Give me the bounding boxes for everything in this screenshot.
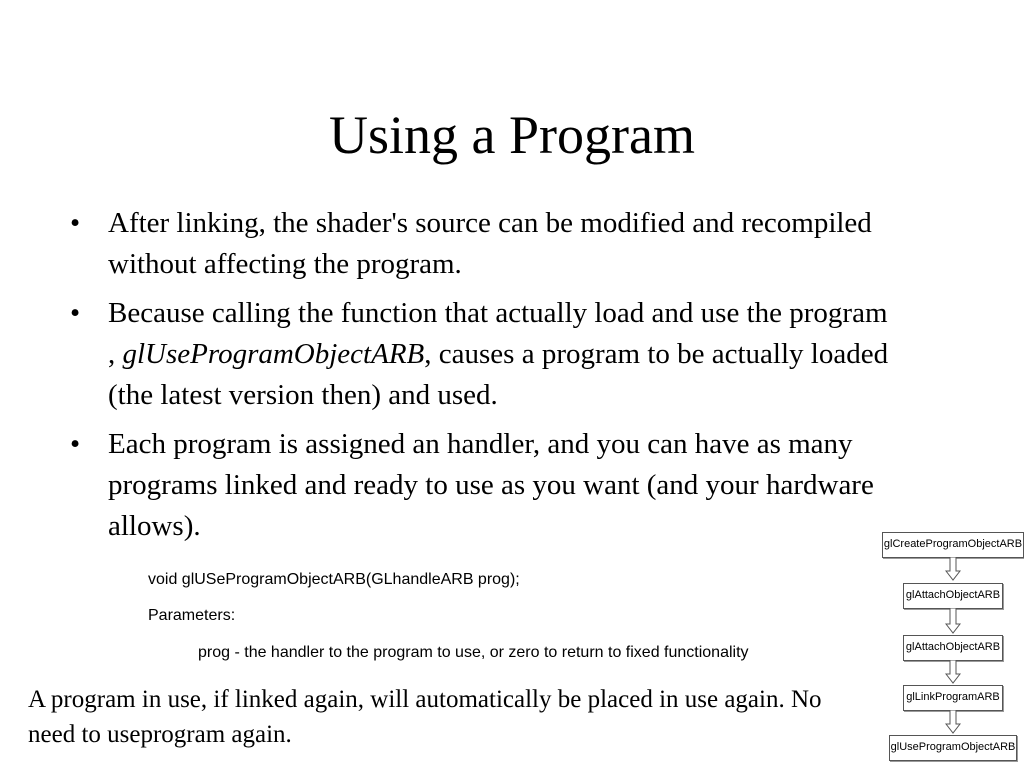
down-arrow-icon (945, 660, 961, 684)
bullet-marker: • (70, 428, 81, 460)
flow-step-attach-object-1: glAttachObjectARB (903, 583, 1003, 609)
bullet-text: After linking, the shader's source can be modified and recompiled without affecting the program. (108, 207, 872, 280)
flow-step-create-program: glCreateProgramObjectARB (882, 532, 1024, 558)
parameters-label: Parameters: (148, 607, 236, 624)
bullet-item (70, 424, 900, 547)
bullet-marker: • (70, 297, 81, 329)
bullet-text: Each program is assigned an handler, and you can have as many programs linked and ready to use as you want (and your hardware allows). (108, 428, 874, 542)
flow-step-attach-object-2: glAttachObjectARB (903, 635, 1003, 661)
function-name-italic: glUseProgramObjectARB (122, 338, 425, 370)
parameter-description: prog - the handler to the program to use, or zero to return to fixed functionality (198, 644, 749, 661)
bullet-text-before: Because calling the function that actually load and use the program , (108, 297, 888, 370)
down-arrow-icon (945, 608, 961, 634)
bullet-marker: • (70, 207, 81, 239)
function-signature: void glUSeProgramObjectARB(GLhandleARB prog); (148, 571, 520, 588)
bullet-text-after: , causes a program to be actually loaded (the latest version then) and used. (108, 338, 889, 411)
down-arrow-icon (945, 557, 961, 581)
slide-title: Using a Program (329, 105, 695, 165)
footer-note: A program in use, if linked again, will automatically be placed in use again. No need to useprogram again. (28, 686, 822, 748)
down-arrow-icon (945, 710, 961, 734)
bullet-item (70, 293, 900, 416)
bullet-list (70, 203, 900, 555)
flow-step-link-program: glLinkProgramARB (903, 685, 1003, 711)
flow-step-use-program: glUseProgramObjectARB (889, 735, 1017, 761)
bullet-item (70, 203, 900, 285)
